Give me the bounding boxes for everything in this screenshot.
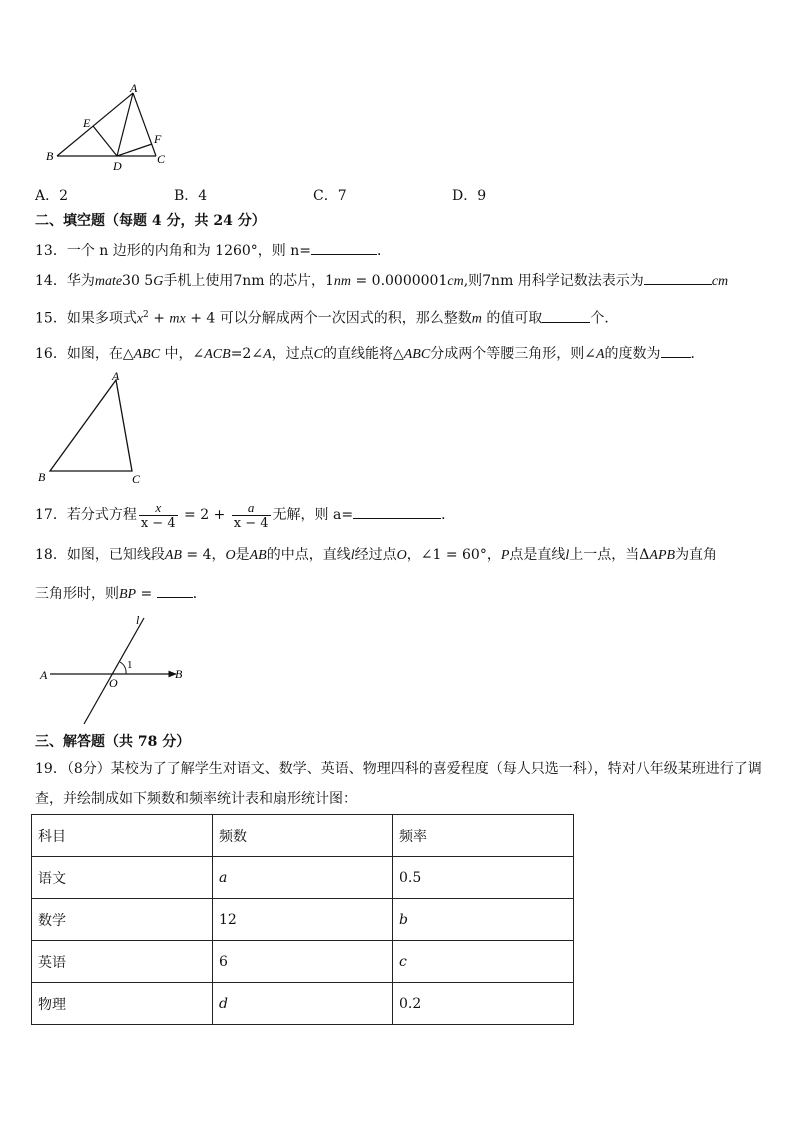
- q18-l2: l: [565, 548, 570, 563]
- q15-plus: +: [148, 310, 170, 327]
- q16-text-4: ，过点: [271, 346, 314, 362]
- q16-text-1: 16．如图，在△: [35, 346, 134, 362]
- q15-x: x: [136, 311, 144, 327]
- q15-post: 个．: [590, 310, 619, 327]
- q16-blank: [661, 343, 691, 358]
- cell-subject: 英语: [32, 941, 213, 983]
- segment-ed: [93, 126, 117, 156]
- q15-text-2: 可以分解成两个一次因式的积，那么整数: [215, 310, 472, 327]
- label-a: A: [40, 668, 48, 682]
- label-l: l: [136, 613, 140, 627]
- cell-subject: 物理: [32, 983, 213, 1025]
- q16-c: C: [313, 347, 323, 362]
- q14-unit: cm: [711, 274, 729, 289]
- q18-text-8: 三角形时，则: [35, 586, 119, 602]
- q16-abc: ABC: [133, 347, 161, 362]
- figure-triangle-abc-def: [40, 80, 180, 175]
- q18-is: 是: [235, 547, 250, 563]
- q18-p: P: [500, 548, 510, 563]
- label-c: C: [132, 472, 141, 486]
- label-a: A: [130, 81, 138, 95]
- q18-ab: AB: [164, 548, 182, 563]
- q18-text-6: 上一点，当Δ: [569, 547, 650, 563]
- q18-line2-equals: =: [136, 586, 157, 602]
- question-15: [35, 306, 618, 329]
- q15-x2: x: [179, 311, 186, 327]
- q13-blank: [311, 240, 377, 255]
- label-c: C: [157, 152, 166, 166]
- choice-a: A．2: [35, 188, 69, 204]
- cell-rate: 0.2: [393, 983, 574, 1025]
- q14-text-1: 14．华为: [35, 273, 95, 289]
- question-18-line-2: [35, 583, 207, 604]
- q14-blank: [644, 270, 712, 285]
- q17-den-1: x − 4: [140, 515, 176, 531]
- table-row: [32, 857, 574, 899]
- figure-q18-lines: [36, 608, 196, 728]
- cell-subject: 语文: [32, 857, 213, 899]
- q13-text: 13．一个 n 边形的内角和为 1260°，则 n=: [35, 243, 312, 259]
- q15-blank: [542, 308, 590, 323]
- segment-df: [117, 144, 152, 156]
- q18-comma: ，: [211, 547, 226, 563]
- line-l: [84, 618, 144, 724]
- q15-exponent: 2: [143, 310, 149, 320]
- q18-text-3: 经过点: [354, 547, 397, 563]
- q14-equals: = 0.0000001: [351, 273, 448, 289]
- question-18-line-1: [35, 546, 717, 565]
- q16-text-7: 的度数为: [604, 346, 661, 362]
- question-16: [35, 343, 705, 364]
- q14-text-4: ,则7nm 用科学记数法表示为: [463, 273, 644, 289]
- figure-q16-triangle: [34, 368, 154, 488]
- frequency-table: [31, 814, 574, 1025]
- q17-text-2: 无解，则 a=: [272, 507, 354, 523]
- q17-equals: = 2 +: [179, 507, 230, 523]
- q17-text-1: 17．若分式方程: [35, 507, 137, 523]
- q18-text-4: ，∠1 = 60°，: [406, 547, 501, 563]
- table-row: [32, 983, 574, 1025]
- cell-rate: 0.5: [393, 857, 574, 899]
- q18-text-2: 的中点，直线: [266, 547, 351, 563]
- q14-g: G: [153, 274, 164, 289]
- q13-post: ．: [377, 243, 392, 259]
- q18-text-1: 18．如图，已知线段: [35, 547, 165, 563]
- q17-den-2: x − 4: [233, 515, 269, 531]
- header-subject: 科目: [32, 815, 213, 857]
- label-b: B: [38, 470, 46, 484]
- question-14: [35, 270, 728, 291]
- q18-post: ．: [192, 586, 207, 602]
- cell-subject: 数学: [32, 899, 213, 941]
- choice-b: B．4: [174, 188, 208, 204]
- q15-text-3: 的值可取: [481, 310, 543, 327]
- q16-end: ．: [690, 346, 705, 362]
- q14-mate: mate: [94, 274, 123, 289]
- q18-o: O: [225, 548, 236, 563]
- cell-rate: b: [393, 899, 574, 941]
- label-e: E: [83, 116, 91, 130]
- q18-ab2: AB: [249, 548, 267, 563]
- q17-fraction-1: [139, 500, 178, 531]
- q18-bp: BP: [119, 587, 137, 602]
- question-19-line-2: 查，并绘制成如下频数和频率统计表和扇形统计图：: [35, 791, 357, 807]
- q16-text-6: 分成两个等腰三角形，则∠: [430, 346, 596, 362]
- q14-nm: nm: [333, 274, 352, 289]
- angle-1-arc: [120, 662, 126, 674]
- choice-d: D．9: [452, 188, 487, 204]
- q17-post: ．: [441, 507, 456, 523]
- q15-m2: m: [471, 311, 482, 327]
- q18-l: l: [350, 548, 355, 563]
- q17-num-1: x: [139, 500, 178, 516]
- q17-blank: [353, 504, 441, 519]
- cell-count: a: [213, 857, 393, 899]
- question-17: [35, 497, 455, 533]
- q15-text-1: 15．如果多项式: [35, 310, 137, 327]
- q16-text-2: 中，∠: [160, 346, 205, 362]
- q14-text-3: 手机上使用7nm 的芯片，1: [163, 273, 334, 289]
- q18-apb: APB: [649, 548, 676, 563]
- q16-abc2: ABC: [403, 347, 431, 362]
- question-13: [35, 240, 391, 260]
- header-frequency-rate: 频率: [393, 815, 574, 857]
- label-o: O: [109, 676, 118, 690]
- label-1: 1: [127, 659, 133, 671]
- cell-count: 12: [213, 899, 393, 941]
- table-row: [32, 899, 574, 941]
- label-b: B: [46, 149, 54, 163]
- q18-text-5: 点是直线: [509, 547, 566, 563]
- q14-cm: cm: [447, 274, 464, 289]
- label-a: A: [112, 369, 120, 383]
- q17-fraction-2: [232, 500, 271, 531]
- section-heading-solutions: 三、解答题（共 78 分）: [35, 734, 191, 750]
- q15-plus-4: + 4: [185, 310, 216, 327]
- cell-count: d: [213, 983, 393, 1025]
- q16-a: A: [263, 347, 272, 362]
- cell-count: 6: [213, 941, 393, 983]
- triangle-abc: [50, 380, 132, 471]
- cell-rate: c: [393, 941, 574, 983]
- q16-text-5: 的直线能将△: [322, 346, 404, 362]
- q15-m: m: [169, 311, 180, 327]
- choice-c: C．7: [313, 188, 347, 204]
- label-d: D: [113, 159, 122, 173]
- label-b: B: [175, 667, 183, 681]
- segment-ab: [57, 93, 133, 156]
- q18-blank: [157, 583, 193, 598]
- header-frequency-count: 频数: [213, 815, 393, 857]
- table-header-row: [32, 815, 574, 857]
- question-19-line-1: 19．（8分）某校为了了解学生对语文、数学、英语、物理四科的喜爱程度（每人只选一科），特对八年级某班进行了调: [35, 761, 762, 777]
- section-heading-fill-blank: 二、填空题（每题 4 分，共 24 分）: [35, 213, 266, 229]
- segment-ad: [117, 93, 133, 156]
- q16-text-3: =2∠: [230, 346, 264, 362]
- q18-o2: O: [396, 548, 407, 563]
- q18-eq4: = 4: [181, 547, 212, 563]
- q16-acb: ACB: [204, 347, 231, 362]
- q17-num-2: a: [232, 500, 271, 516]
- q14-text-2: 30 5: [122, 273, 154, 289]
- q16-a2: A: [595, 347, 605, 362]
- label-f: F: [154, 132, 162, 146]
- table-row: [32, 941, 574, 983]
- q18-text-7: 为直角: [675, 547, 718, 563]
